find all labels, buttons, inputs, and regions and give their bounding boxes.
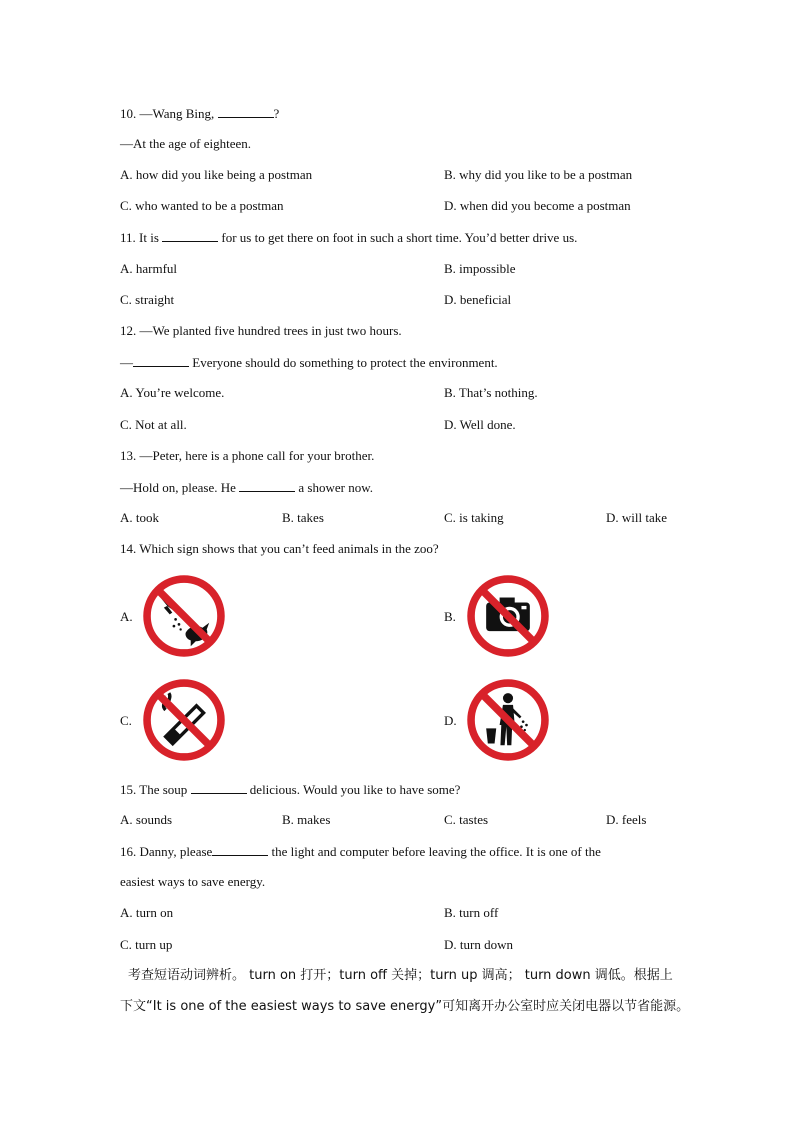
q13-reply-end: a shower now. <box>298 480 374 495</box>
q16-option-b: B. turn off <box>444 905 499 920</box>
q12-option-d: D. Well done. <box>444 417 516 432</box>
explanation-line-1: 考查短语动词辨析。 turn on 打开；turn off 关掉；turn up 调高； turn down 调低。根据上 <box>128 968 673 983</box>
q13-option-b: B. takes <box>282 510 324 525</box>
q10-stem-end: ? <box>273 106 280 121</box>
q11-option-d: D. beneficial <box>444 292 512 307</box>
answer-blank <box>218 105 274 118</box>
answer-blank <box>239 479 295 492</box>
q15-stem <box>120 781 460 798</box>
q11-stem-text: 11. It is <box>120 230 159 245</box>
q12-option-c: C. Not at all. <box>120 417 187 432</box>
q13-reply <box>120 479 373 496</box>
q15-option-c: C. tastes <box>444 812 489 827</box>
answer-blank <box>162 229 218 242</box>
q14-option-c-label: C. <box>120 713 132 728</box>
q13-option-c: C. is taking <box>444 510 504 525</box>
q16-stem-continued: easiest ways to save energy. <box>120 874 266 889</box>
q10-option-a: A. how did you like being a postman <box>120 167 313 182</box>
q16-stem-text: 16. Danny, please <box>120 844 213 859</box>
q11-stem-end: for us to get there on foot in such a short time. You’d better drive us. <box>221 230 578 245</box>
q15-option-b: B. makes <box>282 812 331 827</box>
q16-option-d: D. turn down <box>444 937 513 952</box>
q14-option-d-label: D. <box>444 713 457 728</box>
q10-stem <box>120 105 279 122</box>
explanation-line-2: 下文“It is one of the easiest ways to save energy”可知离开办公室时应关闭电器以节省能源。 <box>120 999 690 1014</box>
answer-blank <box>133 354 189 367</box>
q12-reply-dash: — <box>120 355 133 370</box>
q14-option-b-label: B. <box>444 609 456 624</box>
q12-option-b: B. That’s nothing. <box>444 385 538 400</box>
q12-reply-text: Everyone should do something to protect the environment. <box>192 355 498 370</box>
q16-stem <box>120 843 601 860</box>
no-camera-icon <box>466 574 550 658</box>
q14-option-a-label: A. <box>120 609 133 624</box>
q13-stem: 13. —Peter, here is a phone call for your brother. <box>120 448 375 463</box>
q15-stem-end: delicious. Would you like to have some? <box>249 782 461 797</box>
q11-stem <box>120 229 577 246</box>
q15-option-d: D. feels <box>606 812 647 827</box>
q16-option-c: C. turn up <box>120 937 173 952</box>
q10-option-d: D. when did you become a postman <box>444 198 631 213</box>
q11-option-a: A. harmful <box>120 261 178 276</box>
no-littering-icon <box>466 678 550 762</box>
q10-option-c: C. who wanted to be a postman <box>120 198 284 213</box>
q11-option-b: B. impossible <box>444 261 516 276</box>
q16-option-a: A. turn on <box>120 905 174 920</box>
q13-reply-text: —Hold on, please. He <box>120 480 236 495</box>
q12-option-a: A. You’re welcome. <box>120 385 225 400</box>
q10-stem-text: 10. —Wang Bing, <box>120 106 215 121</box>
q12-reply <box>120 354 498 371</box>
q11-option-c: C. straight <box>120 292 175 307</box>
no-feeding-animals-icon <box>142 574 226 658</box>
answer-blank <box>191 781 247 794</box>
q13-option-d: D. will take <box>606 510 668 525</box>
q12-stem: 12. —We planted five hundred trees in just two hours. <box>120 323 402 338</box>
q14-stem: 14. Which sign shows that you can’t feed animals in the zoo? <box>120 541 439 556</box>
q13-option-a: A. took <box>120 510 159 525</box>
q15-option-a: A. sounds <box>120 812 173 827</box>
no-smoking-icon <box>142 678 226 762</box>
q10-option-b: B. why did you like to be a postman <box>444 167 633 182</box>
q16-stem-end: the light and computer before leaving the office. It is one of the <box>271 844 601 859</box>
answer-blank <box>212 843 268 856</box>
q15-stem-text: 15. The soup <box>120 782 188 797</box>
q10-reply: —At the age of eighteen. <box>120 136 252 151</box>
